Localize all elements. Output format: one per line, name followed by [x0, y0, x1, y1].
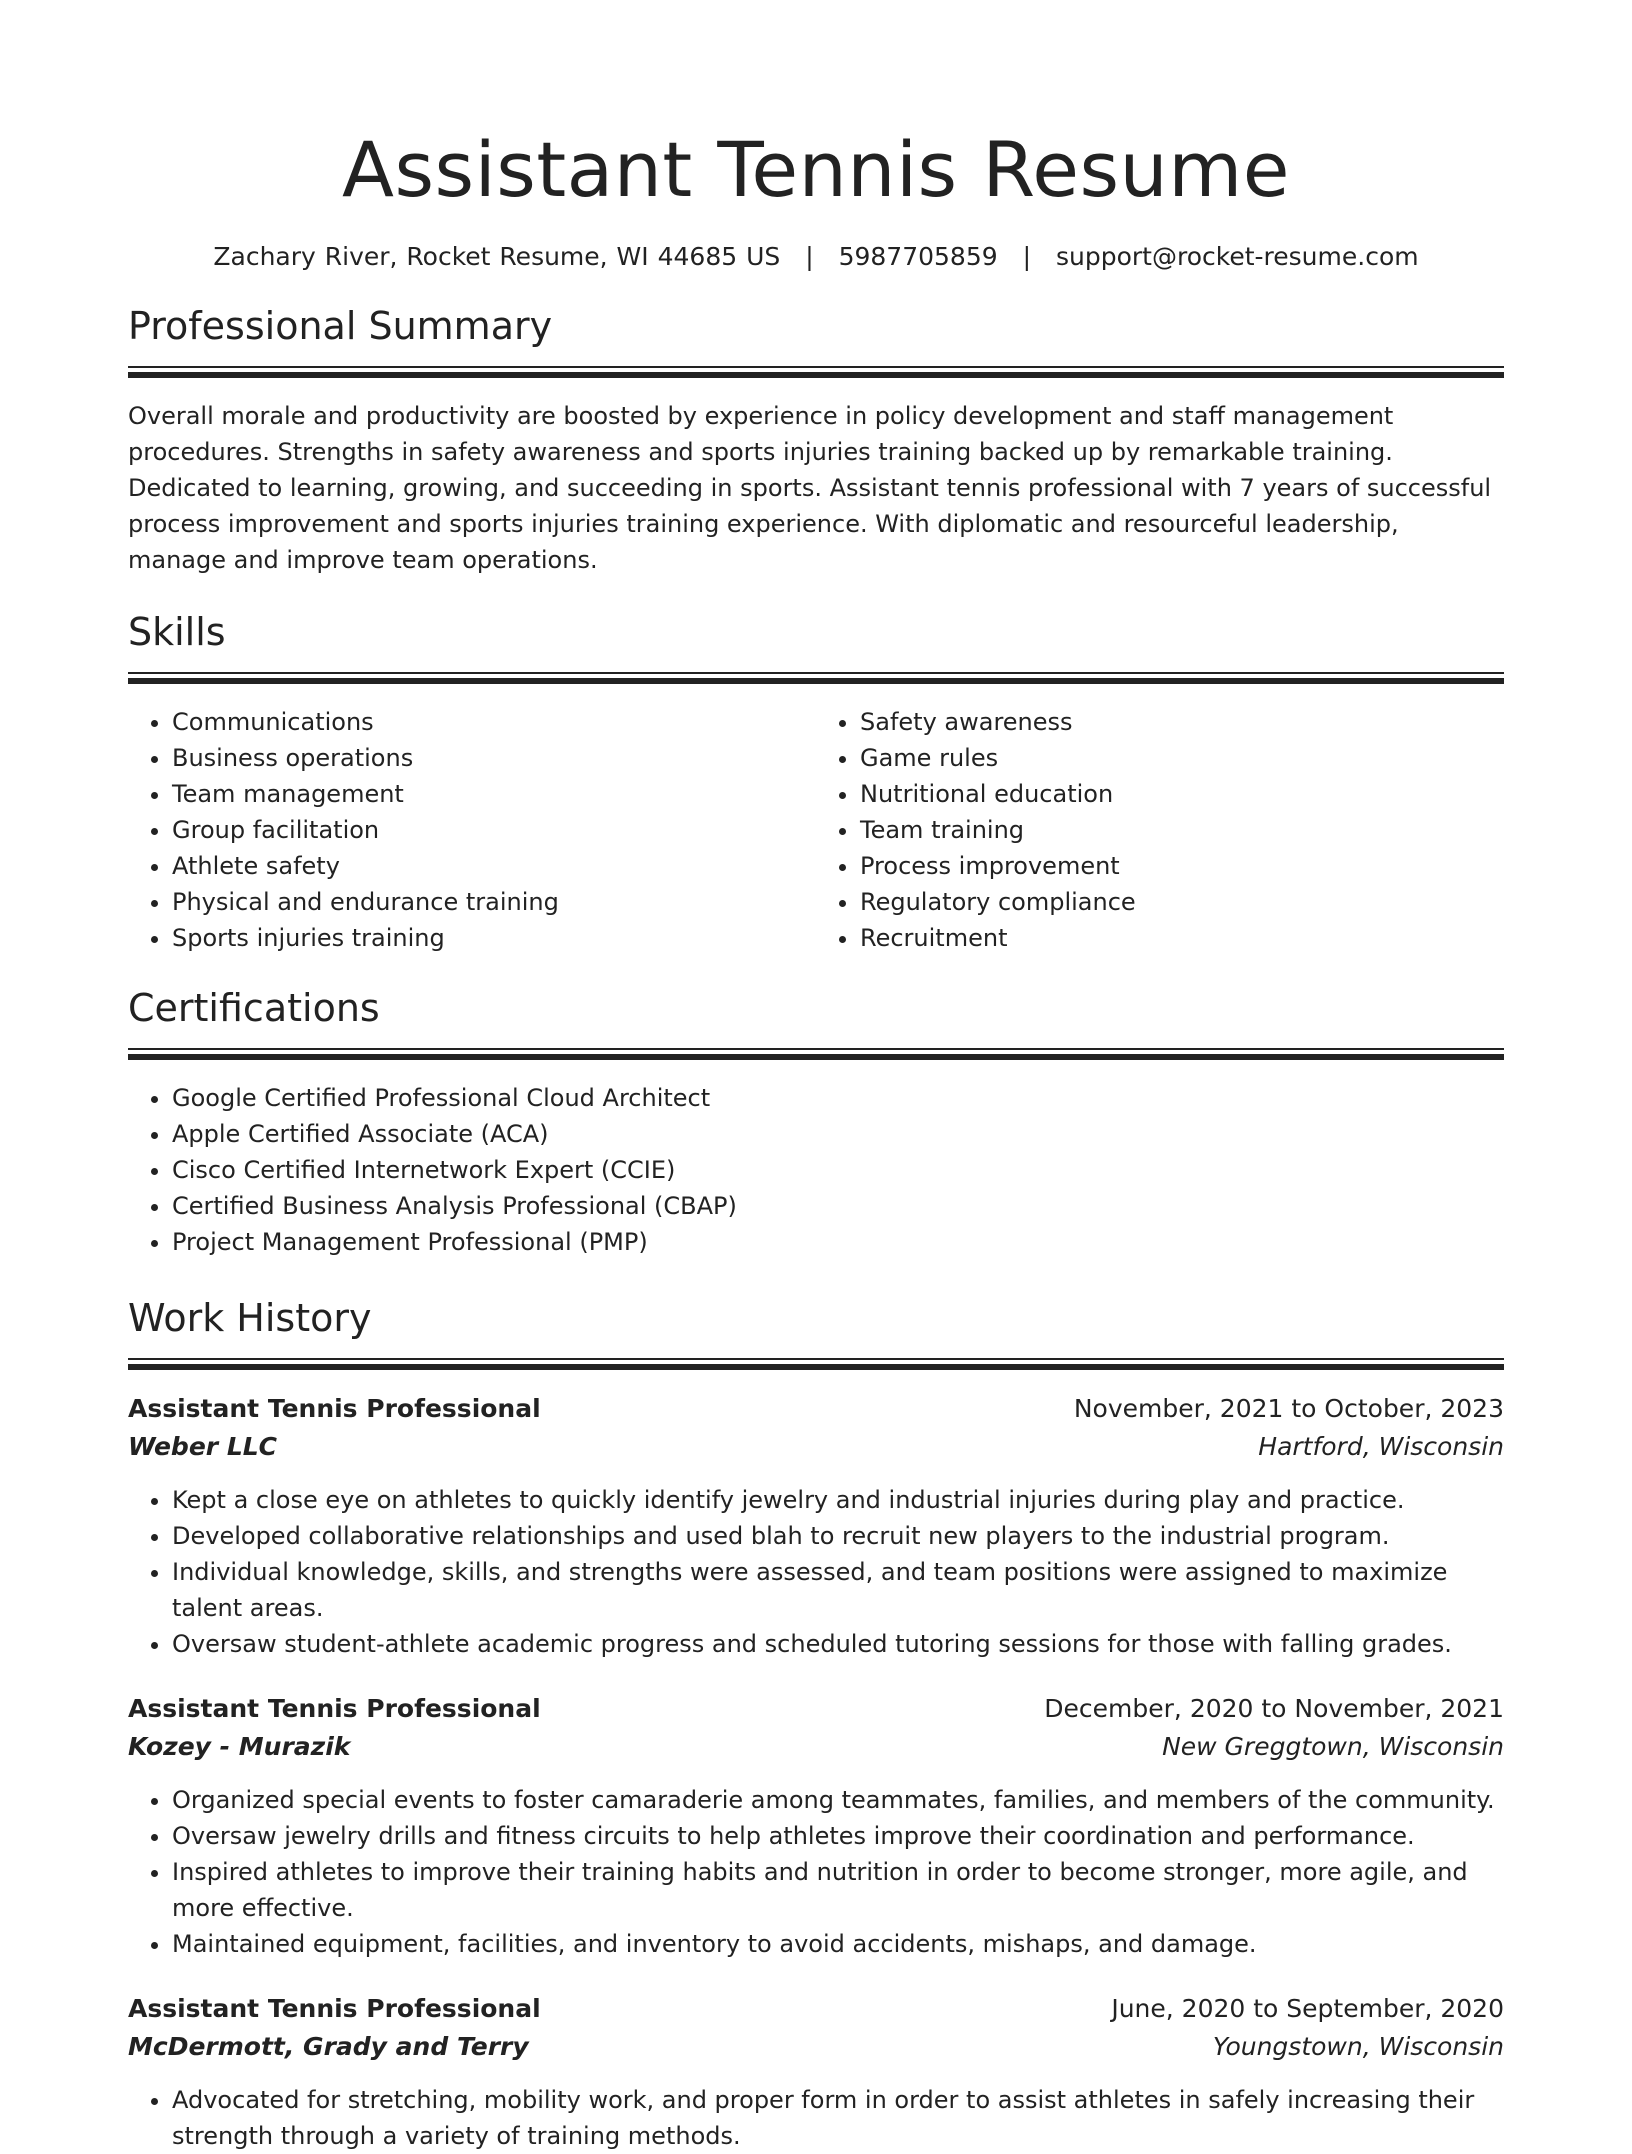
- job-dates: November, 2021 to October, 2023: [1073, 1394, 1504, 1423]
- certifications-list: [128, 1080, 1504, 1260]
- job-company-row: [128, 2028, 1504, 2066]
- job-duties-list: [128, 2082, 1504, 2154]
- job-location: Hartford, Wisconsin: [1258, 1432, 1504, 1461]
- skill-item: • Safety awareness: [860, 704, 1504, 740]
- summary-section: [128, 300, 1504, 578]
- job-location: Youngstown, Wisconsin: [1212, 2032, 1504, 2061]
- job-dates: June, 2020 to September, 2020: [1111, 1994, 1504, 2023]
- skill-item: • Business operations: [172, 740, 816, 776]
- skill-item: • Physical and endurance training: [172, 884, 816, 920]
- summary-heading: Professional Summary: [128, 304, 553, 348]
- job-header-row: [128, 1990, 1504, 2028]
- skill-item: • Athlete safety: [172, 848, 816, 884]
- skill-item: • Game rules: [860, 740, 1504, 776]
- skill-item: • Recruitment: [860, 920, 1504, 956]
- skill-item: • Process improvement: [860, 848, 1504, 884]
- certification-item: • Cisco Certified Internetwork Expert (CCIE): [172, 1152, 1504, 1188]
- job-entry: [128, 1390, 1504, 1662]
- job-duty: • Individual knowledge, skills, and strengths were assessed, and team positions were assigned to maximize talent areas.: [172, 1554, 1504, 1626]
- skill-item: • Regulatory compliance: [860, 884, 1504, 920]
- job-header-row: [128, 1390, 1504, 1428]
- skills-section: [128, 606, 1504, 956]
- certification-item: • Google Certified Professional Cloud Architect: [172, 1080, 1504, 1116]
- job-duty: • Inspired athletes to improve their training habits and nutrition in order to become stronger, more agile, and more effective.: [172, 1854, 1504, 1926]
- contact-separator: |: [805, 242, 814, 271]
- skill-item: • Group facilitation: [172, 812, 816, 848]
- contact-separator: |: [1022, 242, 1032, 271]
- skills-grid: [128, 704, 1504, 956]
- contact-email: support@rocket-resume.com: [1056, 242, 1419, 271]
- job-duty: • Oversaw jewelry drills and fitness circuits to help athletes improve their coordination and performance.: [172, 1818, 1504, 1854]
- job-duty: • Oversaw student-athlete academic progress and scheduled tutoring sessions for those with falling grades.: [172, 1626, 1504, 1662]
- skill-item: • Nutritional education: [860, 776, 1504, 812]
- job-title: Assistant Tennis Professional: [128, 1694, 541, 1723]
- skill-item: • Communications: [172, 704, 816, 740]
- skills-heading: Skills: [128, 610, 226, 654]
- job-company: McDermott, Grady and Terry: [128, 2032, 529, 2061]
- job-title: Assistant Tennis Professional: [128, 1394, 541, 1423]
- certification-item: • Certified Business Analysis Professional (CBAP): [172, 1188, 1504, 1224]
- job-duties-list: [128, 1482, 1504, 1662]
- contact-line: [128, 240, 1504, 274]
- job-duty: • Advocated for stretching, mobility work, and proper form in order to assist athletes in safely increasing their strength through a variety of training methods.: [172, 2082, 1504, 2154]
- skill-item: • Team management: [172, 776, 816, 812]
- skill-item: • Sports injuries training: [172, 920, 816, 956]
- job-dates: December, 2020 to November, 2021: [1044, 1694, 1504, 1723]
- job-header-row: [128, 1690, 1504, 1728]
- section-divider: [128, 366, 1504, 378]
- job-company-row: [128, 1728, 1504, 1766]
- certifications-heading: Certifications: [128, 986, 380, 1030]
- job-company-row: [128, 1428, 1504, 1466]
- skills-list-right: [816, 704, 1504, 956]
- job-duty: • Organized special events to foster camaraderie among teammates, families, and members of the community.: [172, 1782, 1504, 1818]
- resume-title: Assistant Tennis Resume: [341, 125, 1291, 214]
- job-entry: [128, 1690, 1504, 1962]
- work-history-section: [128, 1292, 1504, 2154]
- job-entry: [128, 1990, 1504, 2154]
- certification-item: • Project Management Professional (PMP): [172, 1224, 1504, 1260]
- job-company: Kozey - Murazik: [128, 1732, 351, 1761]
- section-divider: [128, 1358, 1504, 1370]
- job-duty: • Maintained equipment, facilities, and inventory to avoid accidents, mishaps, and damage.: [172, 1926, 1504, 1962]
- certification-item: • Apple Certified Associate (ACA): [172, 1116, 1504, 1152]
- skills-list-left: [128, 704, 816, 956]
- job-company: Weber LLC: [128, 1432, 278, 1461]
- skill-item: • Team training: [860, 812, 1504, 848]
- job-duties-list: [128, 1782, 1504, 1962]
- certifications-section: [128, 982, 1504, 1260]
- summary-text: Overall morale and productivity are boosted by experience in policy development and staff management procedures. Strengths in safety awareness and sports injuries training backed up by remarkable training. Dedicated to learning, growing, and succeeding in sports. Assistant tennis professional with 7 years of successful process improvement and sports injuries training experience. With diplomatic and resourceful leadership, manage and improve team operations.: [128, 402, 1492, 574]
- section-divider: [128, 672, 1504, 684]
- contact-phone: 5987705859: [838, 242, 998, 271]
- section-divider: [128, 1048, 1504, 1060]
- job-duty: • Developed collaborative relationships and used blah to recruit new players to the industrial program.: [172, 1518, 1504, 1554]
- contact-address: Zachary River, Rocket Resume, WI 44685 US: [213, 242, 781, 271]
- work-history-heading: Work History: [128, 1296, 372, 1340]
- job-title: Assistant Tennis Professional: [128, 1994, 541, 2023]
- job-location: New Greggtown, Wisconsin: [1162, 1732, 1504, 1761]
- job-duty: • Kept a close eye on athletes to quickly identify jewelry and industrial injuries during play and practice.: [172, 1482, 1504, 1518]
